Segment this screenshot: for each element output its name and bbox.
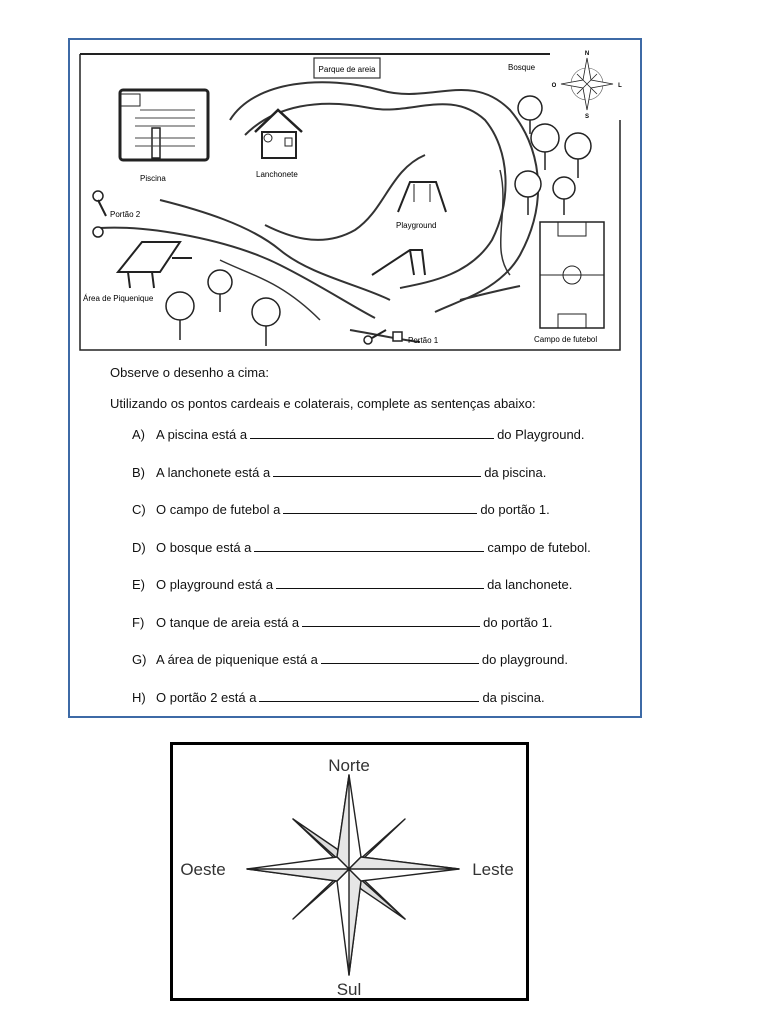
- question-d: [132, 540, 591, 555]
- compass-south-label: Sul: [336, 980, 362, 999]
- gate2-label: Portão 2: [110, 210, 141, 219]
- question-a: [132, 427, 585, 442]
- answer-blank[interactable]: [302, 616, 480, 627]
- answer-blank[interactable]: [259, 691, 479, 702]
- answer-blank[interactable]: [321, 653, 479, 664]
- question-letter: A): [132, 427, 145, 442]
- question-text: do playground.: [481, 652, 568, 667]
- question-letter: H): [132, 690, 146, 705]
- question-letter: B): [132, 465, 145, 480]
- compass-rose-box: [170, 742, 529, 1001]
- answer-blank[interactable]: [276, 578, 484, 589]
- answer-blank[interactable]: [254, 541, 484, 552]
- question-text: da piscina.: [482, 690, 545, 705]
- park-map: [80, 50, 620, 352]
- answer-blank[interactable]: [283, 503, 477, 514]
- woods-label: Bosque: [508, 63, 536, 72]
- question-e: [132, 577, 572, 592]
- mini-compass-l: L: [618, 83, 622, 89]
- mini-compass-o: O: [551, 83, 557, 89]
- gate1-label: Portão 1: [408, 336, 439, 345]
- soccer-label: Campo de futebol: [534, 335, 598, 344]
- question-text: A lanchonete está a: [156, 465, 271, 480]
- question-text: da lanchonete.: [487, 577, 573, 592]
- answer-blank[interactable]: [250, 428, 494, 439]
- question-letter: C): [132, 502, 146, 517]
- compass-north-label: Norte: [328, 756, 370, 775]
- question-text: O bosque está a: [156, 540, 252, 555]
- question-text: O campo de futebol a: [156, 502, 281, 517]
- question-text: A área de piquenique está a: [156, 652, 318, 667]
- picnic-label: Área de Piquenique: [83, 294, 154, 303]
- question-b: [132, 465, 546, 480]
- question-text: campo de futebol.: [487, 540, 591, 555]
- compass-rose-icon: [173, 745, 526, 998]
- question-text: O playground está a: [156, 577, 274, 592]
- compass-east-label: Leste: [472, 860, 514, 879]
- question-c: [132, 502, 550, 517]
- question-h: [132, 690, 545, 705]
- question-text: do Playground.: [497, 427, 585, 442]
- question-text: da piscina.: [484, 465, 547, 480]
- mini-compass-s: S: [584, 114, 590, 120]
- sand-park-label: Parque de areia: [318, 65, 376, 74]
- answer-blank[interactable]: [273, 466, 481, 477]
- question-letter: G): [132, 652, 147, 667]
- question-text: do portão 1.: [483, 615, 553, 630]
- question-f: [132, 615, 553, 630]
- instruction-complete: Utilizando os pontos cardeais e colaterais, complete as sentenças abaixo:: [110, 396, 536, 411]
- mini-compass-n: N: [584, 51, 590, 57]
- question-text: do portão 1.: [480, 502, 550, 517]
- question-text: A piscina está a: [156, 427, 248, 442]
- question-g: [132, 652, 568, 667]
- question-letter: F): [132, 615, 145, 630]
- question-text: O portão 2 está a: [156, 690, 257, 705]
- question-letter: E): [132, 577, 145, 592]
- instruction-observe: Observe o desenho a cima:: [110, 365, 269, 380]
- question-text: O tanque de areia está a: [156, 615, 300, 630]
- compass-west-label: Oeste: [180, 860, 226, 879]
- snack-bar-label: Lanchonete: [256, 170, 298, 179]
- question-letter: D): [132, 540, 146, 555]
- pool-label: Piscina: [140, 174, 166, 183]
- playground-label: Playground: [396, 221, 437, 230]
